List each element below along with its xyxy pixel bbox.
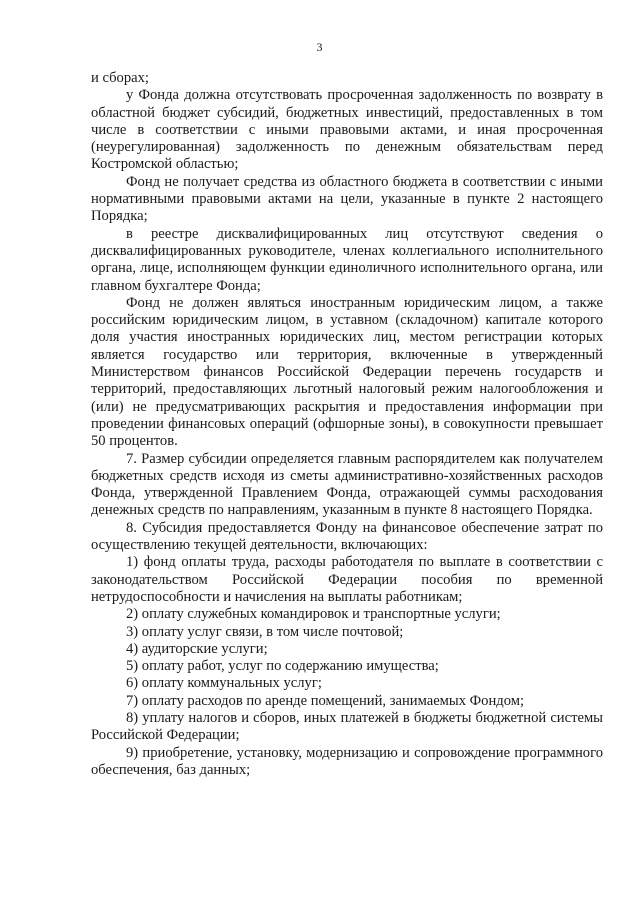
- paragraph: 7. Размер субсидии определяется главным распорядителем как получателем бюджетных средств исходя из сметы административно-хозяйственных расходов Фонда, утвержденной Правлением Фонда, отражающей суммы расходования денежных средств по направлениям, указанным в пункте 8 настоящего Порядка.: [91, 450, 603, 519]
- list-item: 3) оплату услуг связи, в том числе почтовой;: [126, 623, 404, 640]
- paragraph: и сборах;: [91, 70, 149, 86]
- list-item: 2) оплату служебных командировок и транспортные услуги;: [126, 606, 501, 623]
- list-item: 8) уплату налогов и сборов, иных платежей в бюджеты бюджетной системы Российской Федерации;: [91, 709, 603, 744]
- list-item: 6) оплату коммунальных услуг;: [126, 675, 322, 692]
- page-number: 3: [316, 40, 323, 54]
- document-body: [91, 70, 603, 779]
- list-item: 5) оплату работ, услуг по содержанию имущества;: [126, 658, 439, 675]
- paragraph: у Фонда должна отсутствовать просроченная задолженность по возврату в областной бюджет субсидий, бюджетных инвестиций, предоставленных в том числе в соответствии с иными правовыми актами, и иная просроченная (неурегулированная) задолженность по денежным обязательствам перед Костромской областью;: [91, 87, 603, 173]
- paragraph: Фонд не должен являться иностранным юридическим лицом, а также российским юридическим лицом, в уставном (складочном) капитале которого доля участия иностранных юридических лиц, местом регистрации которых является государство или территория, включенные в утвержденный Министерством финансов Российской Федерации перечень государств и территорий, предоставляющих льготный налоговый режим налогообложения и (или) не предусматривающих раскрытия и предоставления информации при проведении финансовых операций (офшорные зоны), в совокупности превышает 50 процентов.: [91, 294, 603, 450]
- list-item: 1) фонд оплаты труда, расходы работодателя по выплате в соответствии с законодательством Российской Федерации пособия по временной нетрудоспособности и начисления на выплаты работникам;: [91, 554, 603, 605]
- paragraph: Фонд не получает средства из областного бюджета в соответствии с иными нормативными правовыми актами на цели, указанные в пункте 2 настоящего Порядка;: [91, 173, 603, 225]
- list-item: 7) оплату расходов по аренде помещений, занимаемых Фондом;: [126, 692, 525, 709]
- list-item: 4) аудиторские услуги;: [126, 640, 268, 657]
- paragraph: в реестре дисквалифицированных лиц отсутствуют сведения о дисквалифицированных руководителе, членах коллегиального исполнительного органа, лице, исполняющем функции единоличного исполнительного органа, или главном бухгалтере Фонда;: [91, 225, 603, 294]
- list-item: 9) приобретение, установку, модернизацию и сопровождение программного обеспечения, баз данных;: [91, 744, 603, 778]
- paragraph: 8. Субсидия предоставляется Фонду на финансовое обеспечение затрат по осуществлению текущей деятельности, включающих:: [91, 519, 603, 554]
